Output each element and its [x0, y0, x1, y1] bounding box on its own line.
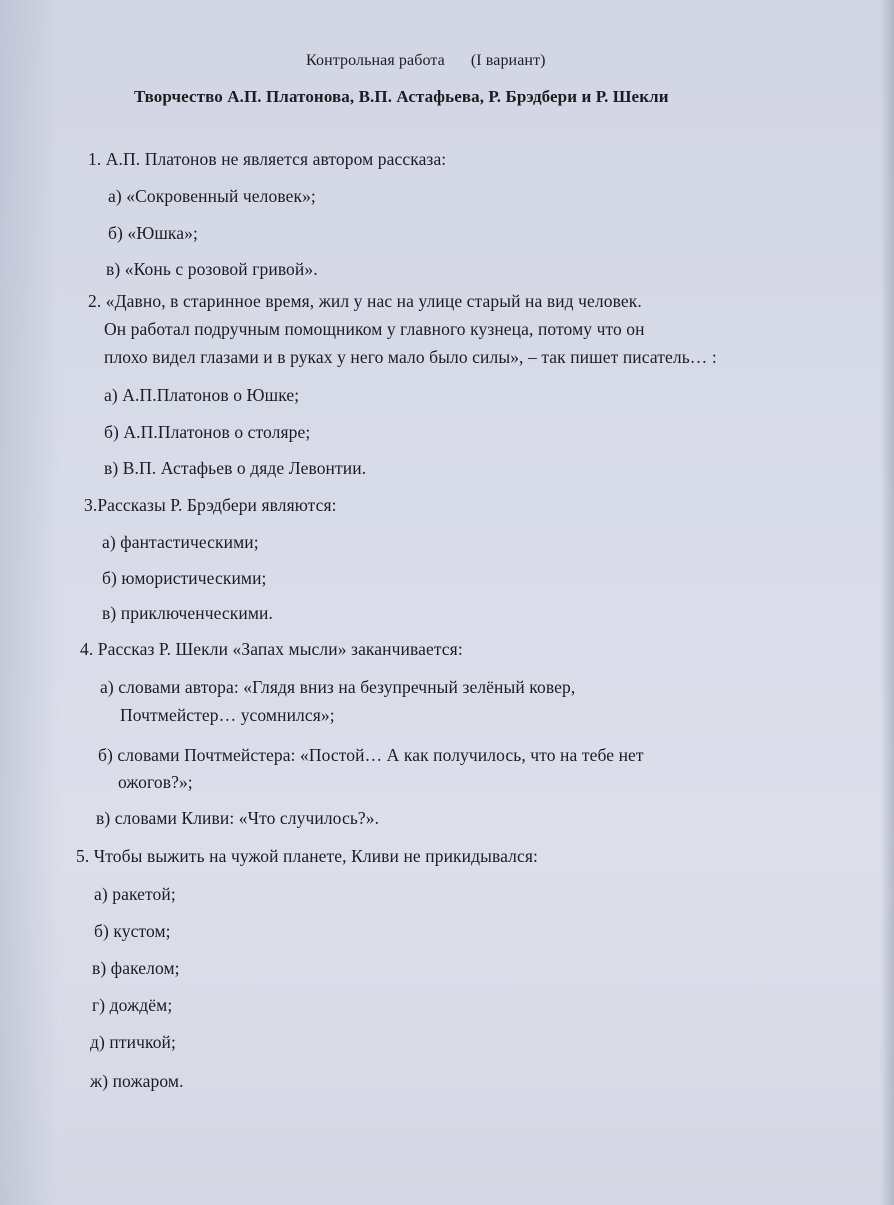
question-5-option-b: б) кустом;	[94, 921, 171, 941]
question-2-text-line-3: плохо видел глазами и в руках у него мало было силы», – так пишет писатель… :	[104, 347, 717, 367]
question-5-option-f: ж) пожаром.	[90, 1071, 184, 1091]
question-4-text: 4. Рассказ Р. Шекли «Запах мысли» заканчивается:	[80, 639, 463, 659]
page-shadow-right	[880, 0, 894, 1205]
question-4-option-a-line-2: Почтмейстер… усомнился»;	[120, 705, 335, 725]
question-4-option-c: в) словами Кливи: «Что случилось?».	[96, 808, 380, 828]
question-5-option-e: д) птичкой;	[90, 1032, 176, 1052]
page-shadow-left	[0, 0, 60, 1205]
question-3-text: 3.Рассказы Р. Брэдбери являются:	[84, 495, 337, 515]
question-3-option-a: а) фантастическими;	[102, 532, 259, 552]
question-5-option-c: в) факелом;	[92, 958, 180, 978]
question-3-option-b: б) юмористическими;	[102, 568, 267, 588]
question-3-option-c: в) приключенческими.	[102, 603, 273, 623]
question-2-option-c: в) В.П. Астафьев о дяде Левонтии.	[104, 458, 367, 478]
question-4-option-b-line-2: ожогов?»;	[118, 772, 193, 792]
question-2-text-line-2: Он работал подручным помощником у главного кузнеца, потому что он	[104, 319, 645, 339]
question-1-option-b: б) «Юшка»;	[108, 223, 198, 243]
test-header-variant: (I вариант)	[470, 52, 546, 69]
question-2-option-b: б) А.П.Платонов о столяре;	[104, 422, 311, 442]
question-1-option-c: в) «Конь с розовой гривой».	[106, 259, 318, 279]
question-2-option-a: а) А.П.Платонов о Юшке;	[104, 385, 300, 405]
test-header	[306, 50, 546, 72]
question-1-option-a: а) «Сокровенный человек»;	[108, 186, 316, 206]
test-title: Творчество А.П. Платонова, В.П. Астафьева, Р. Брэдбери и Р. Шекли	[134, 87, 669, 106]
question-1-text: 1. А.П. Платонов не является автором рассказа:	[88, 149, 447, 169]
test-header-label: Контрольная работа	[306, 52, 445, 69]
question-5-text: 5. Чтобы выжить на чужой планете, Кливи не прикидывался:	[76, 846, 538, 866]
question-5-option-d: г) дождём;	[92, 995, 173, 1015]
question-2-text-line-1: 2. «Давно, в старинное время, жил у нас на улице старый на вид человек.	[88, 291, 642, 311]
question-4-option-a-line-1: а) словами автора: «Глядя вниз на безупречный зелёный ковер,	[100, 677, 576, 697]
question-5-option-a: а) ракетой;	[94, 884, 176, 904]
question-4-option-b-line-1: б) словами Почтмейстера: «Постой… А как получилось, что на тебе нет	[98, 745, 644, 765]
